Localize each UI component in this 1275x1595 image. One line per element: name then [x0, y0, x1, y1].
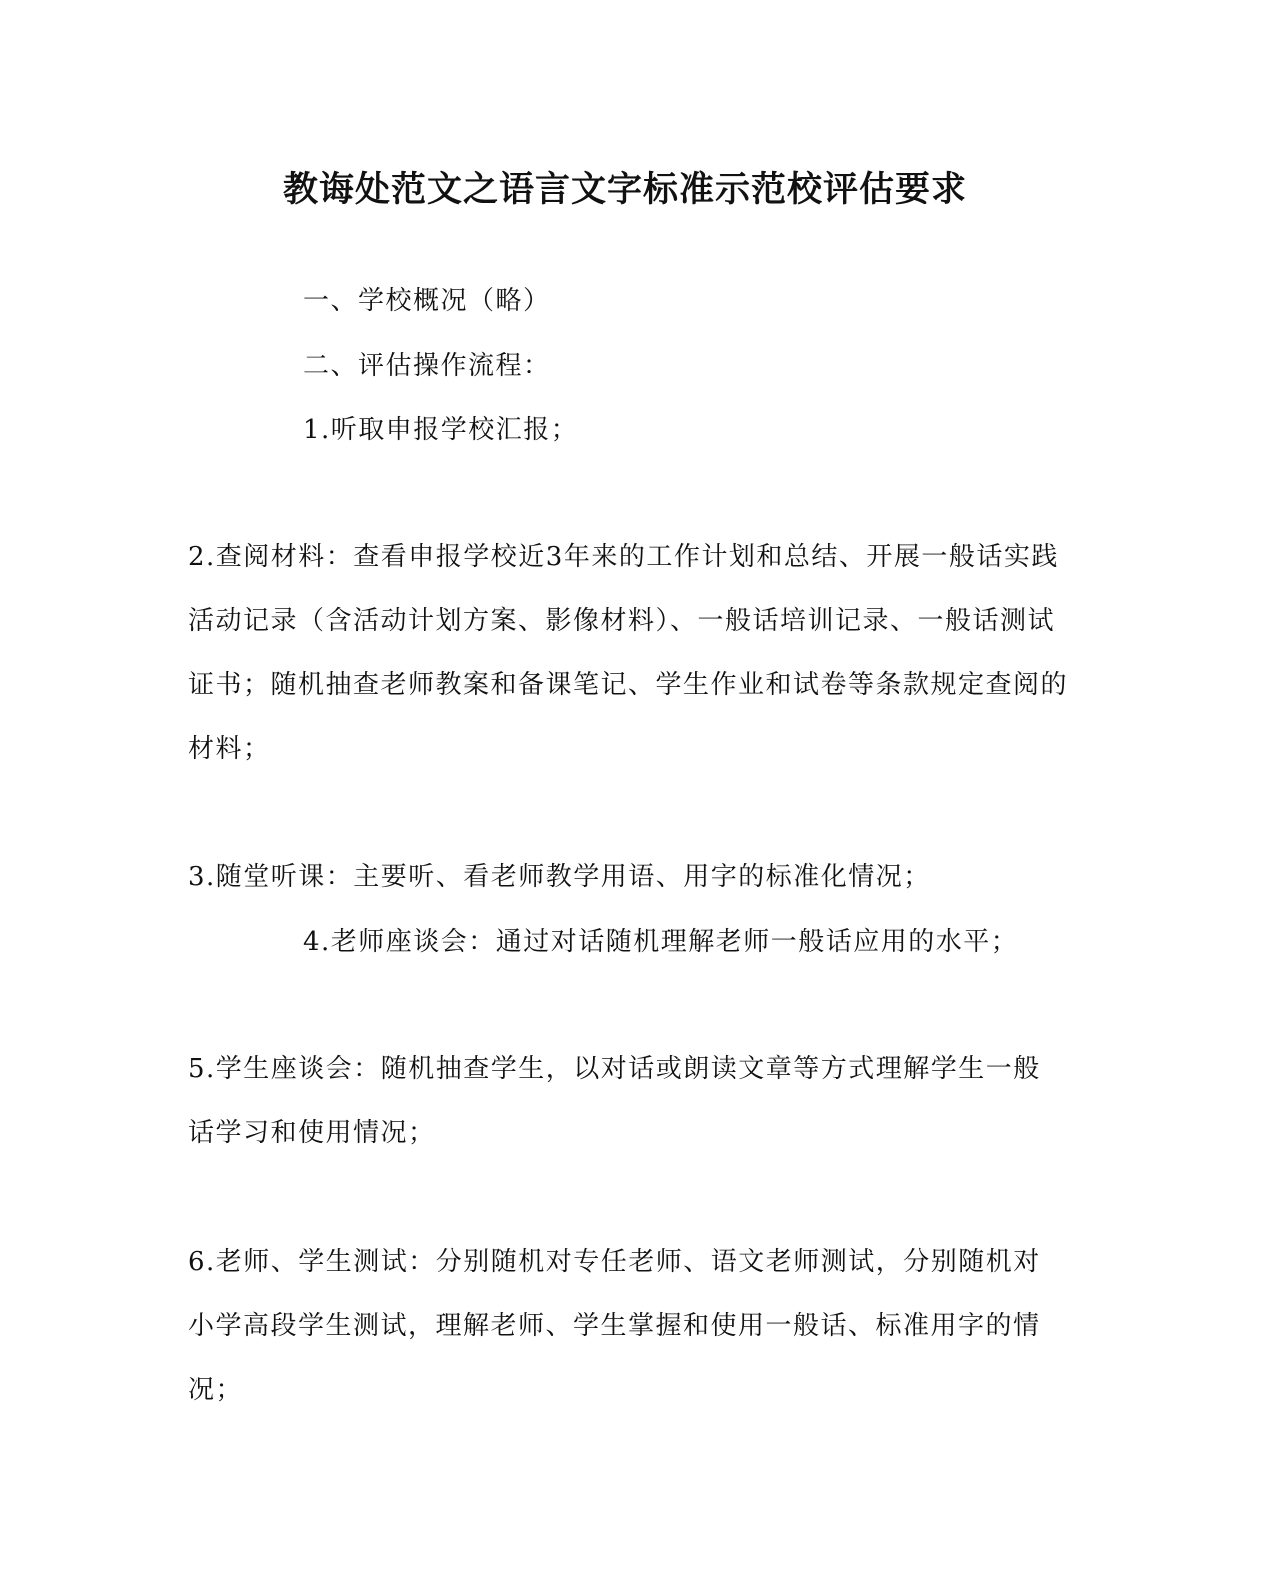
- document-title: 教诲处范文之语言文字标准示范校评估要求: [282, 169, 967, 210]
- process-step-2: 2.查阅材料：查看申报学校近3年来的工作计划和总结、开展一般话实践活动记录（含活动计划方案、影像材料）、一般话培训记录、一般话测试证书；随机抽查老师教案和备课笔记、学生作业和试卷等条款规定查阅的材料；: [188, 542, 1069, 764]
- section-heading-evaluation-process: 二、评估操作流程：: [303, 351, 551, 381]
- section-heading-school-overview: 一、学校概况（略）: [303, 286, 551, 316]
- process-step-6: 6.老师、学生测试：分别随机对专任老师、语文老师测试，分别随机对小学高段学生测试，理解老师、学生掌握和使用一般话、标准用字的情况；: [188, 1247, 1041, 1405]
- process-step-5: 5.学生座谈会：随机抽查学生，以对话或朗读文章等方式理解学生一般话学习和使用情况；: [188, 1054, 1041, 1148]
- process-step-1: 1.听取申报学校汇报；: [303, 415, 579, 445]
- process-step-4: 4.老师座谈会：通过对话随机理解老师一般话应用的水平；: [303, 927, 1019, 957]
- process-step-3: 3.随堂听课：主要听、看老师教学用语、用字的标准化情况；: [188, 862, 931, 892]
